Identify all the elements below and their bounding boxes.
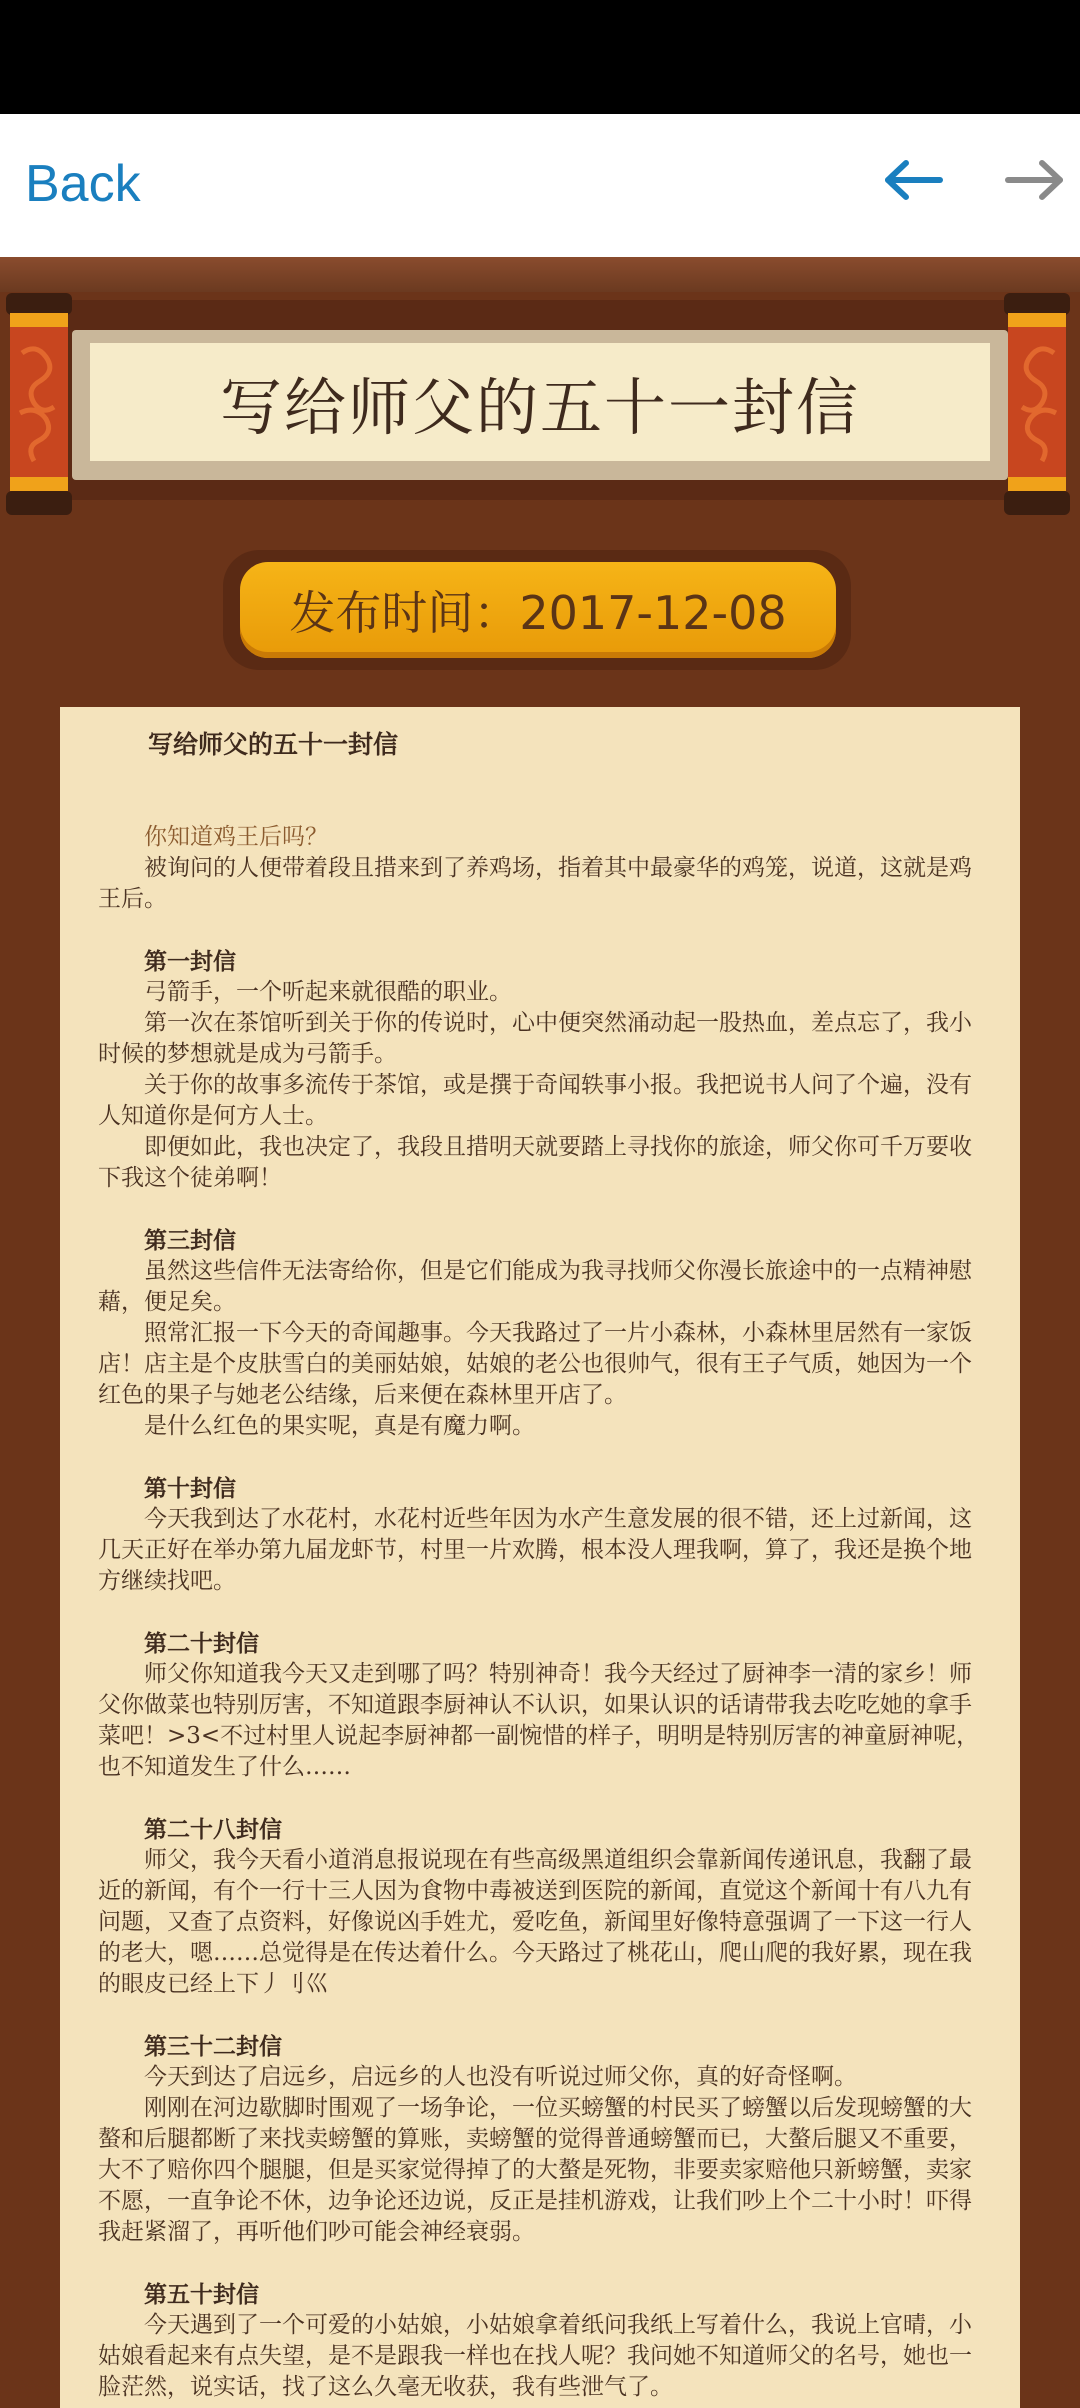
section-paragraph: 今天遇到了一个可爱的小姑娘，小姑娘拿着纸问我纸上写着什么，我说上官晴，小姑娘看起来有点失望，是不是跟我一样也在找人呢？我问她不知道师父的名号，她也一脸茫然，说实话，找了这么久毫无收获，我有些泄气了。 <box>98 2312 972 2400</box>
section-heading: 第十封信 <box>144 1475 236 1502</box>
article-body <box>60 707 1020 2408</box>
banner-top-edge <box>0 257 1080 292</box>
section-paragraph: 刚刚在河边歇脚时围观了一场争论，一位买螃蟹的村民买了螃蟹以后发现螃蟹的大螯和后腿都断了来找卖螃蟹的算账，卖螃蟹的觉得普通螃蟹而已，大螯后腿又不重要，大不了赔你四个腿腿，但是买家觉得掉了的大螯是死物，非要卖家赔他只新螃蟹，卖家不愿，一直争论不休，边争论还边说，反正是挂机游戏，让我们吵上个二十小时！吓得我赶紧溜了，再听他们吵可能会神经衰弱。 <box>98 2095 972 2245</box>
section-paragraph: 今天到达了启远乡，启远乡的人也没有听说过师父你，真的好奇怪啊。 <box>144 2064 857 2090</box>
back-button[interactable]: Back <box>25 155 141 213</box>
section-paragraph: 第一次在茶馆听到关于你的传说时，心中便突然涌动起一股热血，差点忘了，我小时候的梦想就是成为弓箭手。 <box>98 1010 972 1067</box>
section-paragraph: 师父你知道我今天又走到哪了吗？特别神奇！我今天经过了厨神李一清的家乡！师父你做菜也特别厉害，不知道跟李厨神认不认识，如果认识的话请带我去吃吃她的拿手菜吧！>3<不过村里人说起李厨神都一副惋惜的样子，明明是特别厉害的神童厨神呢，也不知道发生了什么…… <box>98 1661 980 1780</box>
section-paragraph: 今天我到达了水花村，水花村近些年因为水产生意发展的很不错，还上过新闻，这几天正好在举办第九届龙虾节，村里一片欢腾，根本没人理我啊，算了，我还是换个地方继续找吧。 <box>98 1506 972 1594</box>
section-paragraph: 照常汇报一下今天的奇闻趣事。今天我路过了一片小森林，小森林里居然有一家饭店！店主是个皮肤雪白的美丽姑娘，姑娘的老公也很帅气，很有王子气质，她因为一个红色的果子与她老公结缘，后来便在森林里开店了。 <box>98 1320 972 1408</box>
article-title: 写给师父的五十一封信 <box>148 730 399 759</box>
scroll-roller-left-icon <box>0 293 78 519</box>
section-paragraph: 是什么红色的果实呢，真是有魔力啊。 <box>144 1413 535 1439</box>
arrow-left-icon[interactable] <box>878 150 948 210</box>
publish-date-badge: 发布时间：2017-12-08 <box>240 562 836 658</box>
section-paragraph: 关于你的故事多流传于茶馆，或是撰于奇闻轶事小报。我把说书人问了个遍，没有人知道你是何方人士。 <box>98 1072 972 1129</box>
section-heading: 第三十二封信 <box>144 2033 282 2060</box>
intro-question: 你知道鸡王后吗？ <box>144 824 328 850</box>
navigation-bar <box>0 114 1080 257</box>
section-heading: 第三封信 <box>144 1227 236 1254</box>
section-heading: 第五十封信 <box>144 2281 259 2308</box>
section-paragraph: 师父，我今天看小道消息报说现在有些高级黑道组织会靠新闻传递讯息，我翻了最近的新闻，有个一行十三人因为食物中毒被送到医院的新闻，直觉这个新闻十有八九有问题，又查了点资料，好像说凶手姓尤，爱吃鱼，新闻里好像特意强调了一下这一行人的老大，嗯……总觉得是在传达着什么。今天路过了桃花山，爬山爬的我好累，现在我的眼皮已经上下丿刂巛 <box>98 1847 972 1997</box>
section-heading: 第二十八封信 <box>144 1816 282 1843</box>
section-heading: 第二十封信 <box>144 1630 259 1657</box>
scroll-roller-right-icon <box>998 293 1076 519</box>
section-paragraph: 虽然这些信件无法寄给你，但是它们能成为我寻找师父你漫长旅途中的一点精神慰藉，便足矣。 <box>98 1258 972 1315</box>
section-paragraph: 即便如此，我也决定了，我段且措明天就要踏上寻找你的旅途，师父你可千万要收下我这个徒弟啊！ <box>98 1134 972 1191</box>
section-paragraph: 弓箭手，一个听起来就很酷的职业。 <box>144 979 512 1005</box>
intro-text: 被询问的人便带着段且措来到了养鸡场，指着其中最豪华的鸡笼，说道，这就是鸡王后。 <box>98 855 972 912</box>
page-title: 写给师父的五十一封信 <box>219 370 860 444</box>
arrow-right-icon[interactable] <box>1000 150 1070 210</box>
section-heading: 第一封信 <box>144 948 236 975</box>
status-bar <box>0 0 1080 114</box>
article-content <box>98 721 986 2403</box>
